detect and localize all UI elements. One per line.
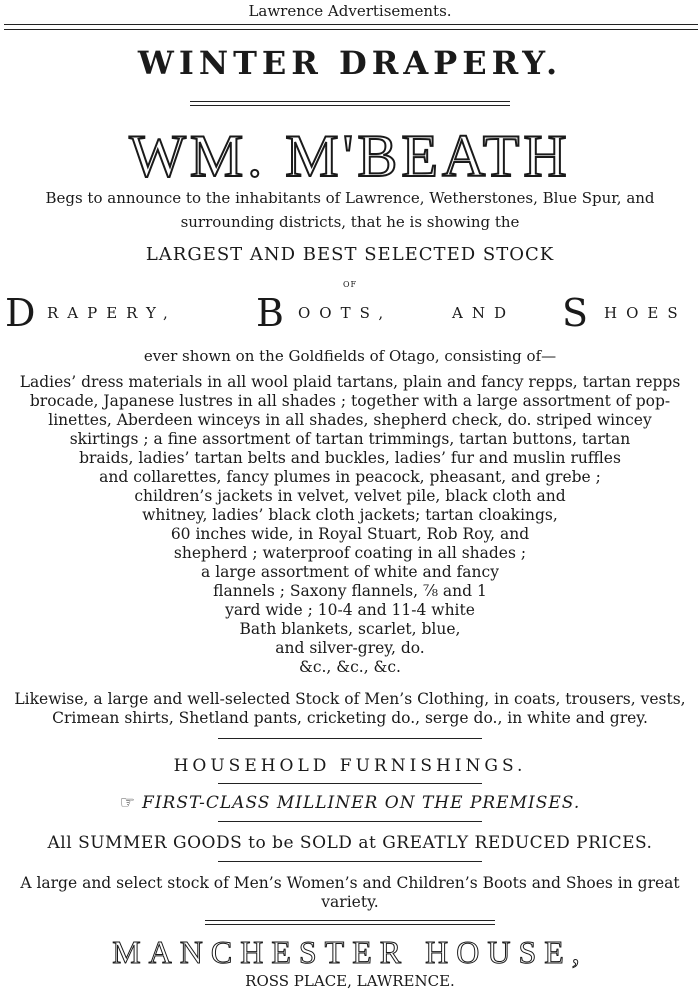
divider [218, 738, 482, 739]
goods-and: AND [452, 304, 515, 322]
household-heading: HOUSEHOLD FURNISHINGS. [173, 756, 527, 776]
goldfields-line: ever shown on the Goldfields of Otago, consisting of— [143, 347, 557, 365]
divider [218, 861, 482, 862]
goods-boots: OOTS, [298, 304, 393, 322]
divider [190, 105, 510, 106]
item-line: brocade, Japanese lustres in all shades ; together with a large assortment of pop- [29, 392, 671, 410]
goods-shoes: HOES [604, 304, 687, 322]
of-word: OF [342, 280, 358, 289]
item-line: Ladies’ dress materials in all wool plaid tartans, plain and fancy repps, tartan repps [19, 373, 681, 391]
store-address: ROSS PLACE, LAWRENCE. [245, 972, 455, 990]
boots-line-2: variety. [321, 893, 379, 911]
item-line: braids, ladies’ tartan belts and buckles, ladies’ fur and muslin ruffles [79, 449, 621, 467]
milliner-notice [0, 793, 700, 813]
header-rule-thin [4, 29, 698, 30]
goods-drapery-cap: D [5, 291, 36, 335]
item-line: 60 inches wide, in Royal Stuart, Rob Roy, and [170, 525, 530, 543]
goods-boots-cap: B [256, 291, 284, 335]
store-name: MANCHESTER HOUSE, [112, 934, 588, 970]
mens-line-2: Crimean shirts, Shetland pants, cricketing do., serge do., in white and grey. [52, 709, 648, 727]
merchant-name: WM. M'BEATH [129, 123, 571, 189]
headline: WINTER DRAPERY. [137, 44, 563, 82]
divider [190, 101, 510, 102]
summer-sale: All SUMMER GOODS to be SOLD at GREATLY REDUCED PRICES. [47, 833, 653, 853]
divider [218, 783, 482, 784]
header-rule [4, 24, 698, 25]
item-line: yard wide ; 10-4 and 11-4 white [225, 601, 475, 619]
item-line: linettes, Aberdeen winceys in all shades, shepherd check, do. striped wincey [48, 411, 652, 429]
item-line: flannels ; Saxony flannels, ⅞ and 1 [213, 582, 487, 600]
page-header: Lawrence Advertisements. [248, 2, 452, 20]
goods-heading [0, 291, 700, 344]
item-line: Bath blankets, scarlet, blue, [239, 620, 461, 638]
divider [205, 924, 495, 925]
pointing-hand-icon: ☞ [119, 793, 137, 813]
divider [205, 920, 495, 921]
boots-line-1: A large and select stock of Men’s Women’s and Children’s Boots and Shoes in great [20, 874, 680, 892]
goods-drapery: RAPERY, [47, 304, 177, 322]
item-line: and collarettes, fancy plumes in peacock, pheasant, and grebe ; [99, 468, 601, 486]
intro-line-1: Begs to announce to the inhabitants of Lawrence, Wetherstones, Blue Spur, and [45, 189, 655, 207]
item-line: whitney, ladies’ black cloth jackets; tartan cloakings, [142, 506, 558, 524]
mens-line-1: Likewise, a large and well-selected Stock of Men’s Clothing, in coats, trousers, vests, [14, 690, 686, 708]
stock-heading: LARGEST AND BEST SELECTED STOCK [145, 244, 555, 265]
item-line: and silver-grey, do. [275, 639, 425, 657]
item-line: children’s jackets in velvet, velvet pile, black cloth and [134, 487, 566, 505]
intro-line-2: surrounding districts, that he is showing the [180, 213, 520, 231]
item-line: skirtings ; a fine assortment of tartan trimmings, tartan buttons, tartan [69, 430, 631, 448]
divider [218, 821, 482, 822]
milliner-text: FIRST-CLASS MILLINER ON THE PREMISES. [142, 793, 581, 813]
item-line: &c., &c., &c. [299, 658, 401, 676]
item-line: shepherd ; waterproof coating in all shades ; [173, 544, 527, 562]
item-line: a large assortment of white and fancy [201, 563, 499, 581]
goods-shoes-cap: S [562, 291, 589, 335]
